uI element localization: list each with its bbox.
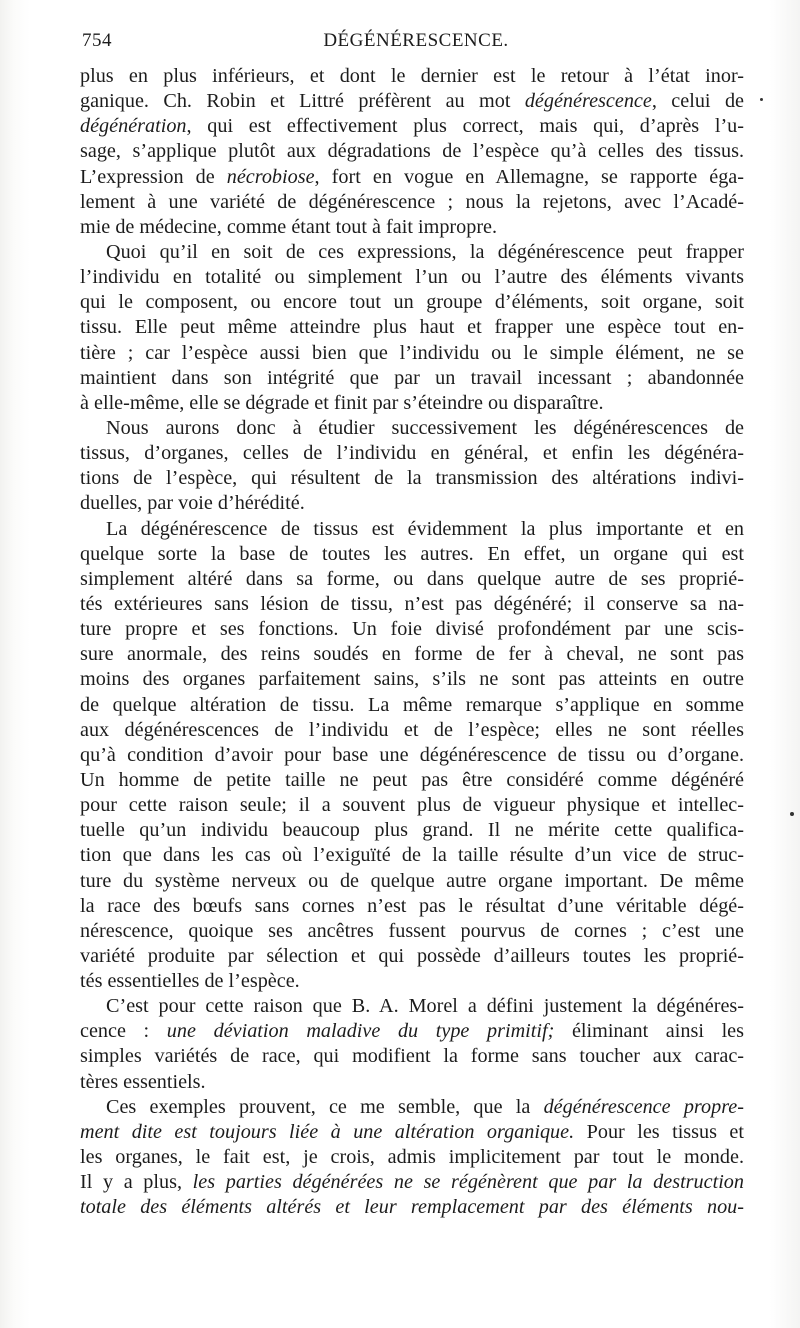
text-line [80,768,744,793]
text-line [80,265,744,290]
text-run: Nous aurons donc à étudier successivement les dégénérescences de [106,416,744,439]
text-line [80,919,744,944]
body-text [80,64,744,1220]
text-line [80,416,744,441]
text-line [80,617,744,642]
text-line [80,843,744,868]
text-line [80,215,744,240]
text-run: La dégénérescence de tissus est évidemment la plus importante et en [106,517,744,540]
text-run: duelles, par voie d’hérédité. [80,492,305,515]
text-run: qui le composent, ou encore tout un groupe d’éléments, soit organe, soit [80,291,744,314]
paragraph [80,517,744,995]
text-line [80,139,744,164]
text-line [80,1019,744,1044]
text-run: ture du système nerveux ou de quelque autre organe important. De même [80,869,744,892]
paragraph [80,64,744,240]
text-run: tière ; car l’espèce aussi bien que l’individu ou le simple élément, ne se [80,341,744,364]
text-line [80,1044,744,1069]
text-run: Pour les tissus et [574,1120,744,1143]
text-line [80,1070,744,1095]
text-run: ture propre et ses fonctions. Un foie divisé profondément par une scis- [80,618,744,641]
text-run: variété produite par sélection et qui possède d’ailleurs toutes les proprié- [80,944,744,967]
print-speck [790,812,794,816]
text-line [80,818,744,843]
text-run: la race des bœufs sans cornes n’est pas le résultat d’une véritable dégé- [80,894,744,917]
page-header [80,30,752,56]
text-line [80,517,744,542]
text-line [80,667,744,692]
text-line [80,567,744,592]
text-line [80,1145,744,1170]
paragraph [80,994,744,1095]
text-line [80,391,744,416]
italic-run: une déviation maladive du type primitif; [166,1020,555,1043]
text-run: tuelle qu’un individu beaucoup plus grand. Il ne mérite cette qualifica- [80,819,744,842]
text-run: maintient dans son intégrité que par un travail incessant ; abandonnée [80,366,744,389]
text-line [80,1170,744,1195]
text-run: éliminant ainsi les [554,1020,744,1043]
text-run: tères essentiels. [80,1070,206,1093]
italic-run: ment dite est toujours liée à une altération organique. [80,1120,575,1143]
text-line [80,793,744,818]
text-run: aux dégénérescences de l’individu et de l’espèce; elles ne sont réelles [80,718,744,741]
print-speck [760,98,763,101]
text-run: l’individu en totalité ou simplement l’un ou l’autre des éléments vivants [80,266,744,289]
text-run: nérescence, quoique ses ancêtres fussent pourvus de cornes ; c’est une [80,919,744,942]
text-run: plus en plus inférieurs, et dont le dernier est le retour à l’état inor- [80,65,744,87]
italic-run: dégénération [80,115,187,138]
text-run: Il y a plus, [80,1171,193,1194]
text-line [80,290,744,315]
text-run: de quelque altération de tissu. La même remarque s’applique en somme [80,693,744,716]
text-line [80,542,744,567]
text-run: simples variétés de race, qui modifient la forme sans toucher aux carac- [80,1045,744,1068]
text-line [80,693,744,718]
text-run: mie de médecine, comme étant tout à fait impropre. [80,215,498,238]
text-run: Quoi qu’il en soit de ces expressions, la dégénérescence peut frapper [106,240,744,263]
text-run: pour cette raison seule; il a souvent plus de vigueur physique et intellec- [80,794,744,817]
text-line [80,743,744,768]
text-run: tissu. Elle peut même atteindre plus haut et frapper une espèce tout en- [80,316,744,339]
text-run: à elle-même, elle se dégrade et finit par s’éteindre ou disparaître. [80,391,604,414]
text-line [80,190,744,215]
text-line [80,718,744,743]
paragraph [80,1095,744,1221]
text-run: moins des organes parfaitement sains, s’ils ne sont pas atteints en outre [80,668,744,691]
text-line [80,894,744,919]
italic-run: totale des éléments altérés et leur remplacement par des éléments nou- [80,1196,744,1219]
paragraph [80,240,744,416]
text-run: tissus, d’organes, celles de l’individu en général, et enfin les dégénéra- [80,442,744,465]
text-line [80,240,744,265]
text-line [80,366,744,391]
text-line [80,994,744,1019]
text-line [80,1195,744,1220]
text-run: , fort en vogue en Allemagne, se rapporte éga- [314,165,744,188]
text-line [80,315,744,340]
text-line [80,869,744,894]
italic-run: dégénérescence propre- [543,1095,744,1118]
text-line [80,1120,744,1145]
text-line [80,944,744,969]
text-run: tions de l’espèce, qui résultent de la transmission des altérations indivi- [80,467,744,490]
text-line [80,114,744,139]
text-run: Un homme de petite taille ne peut pas être considéré comme dégénéré [80,768,744,791]
running-title: DÉGÉNÉRESCENCE. [323,30,509,51]
text-run: Ces exemples prouvent, ce me semble, que la [106,1095,544,1118]
text-line [80,491,744,516]
text-line [80,969,744,994]
text-run: cence : [80,1020,167,1043]
text-run: lement à une variété de dégénérescence ; nous la rejetons, avec l’Acadé- [80,190,744,213]
text-line [80,1095,744,1120]
italic-run: les parties dégénérées ne se régénèrent que par la destruction [192,1171,744,1194]
text-line [80,64,744,89]
text-line [80,165,744,190]
italic-run: nécrobiose [226,165,315,188]
text-line [80,642,744,667]
text-run: sage, s’applique plutôt aux dégradations de l’espèce qu’à celles des tissus. [80,140,744,163]
text-run: tion que dans les cas où l’exiguïté de la taille résulte d’un vice de struc- [80,844,744,867]
text-run: tés extérieures sans lésion de tissu, n’est pas dégénéré; il conserve sa na- [80,592,744,615]
italic-run: dégénérescence [524,90,652,113]
text-run: sure anormale, des reins soudés en forme de fer à cheval, ne sont pas [80,643,744,666]
text-run: , celui de [651,90,744,113]
text-run: simplement altéré dans sa forme, ou dans quelque autre de ses proprié- [80,567,744,590]
text-line [80,592,744,617]
text-run: L’expression de [80,165,227,188]
text-run: les organes, le fait est, je crois, admis implicitement par tout le monde. [80,1146,744,1169]
text-line [80,341,744,366]
text-run: tés essentielles de l’espèce. [80,970,300,993]
text-line [80,466,744,491]
text-run: qu’à condition d’avoir pour base une dégénérescence de tissu ou d’organe. [80,743,744,766]
text-run: quelque sorte la base de toutes les autres. En effet, un organe qui est [80,542,744,565]
text-line [80,89,744,114]
text-run: ganique. Ch. Robin et Littré préfèrent au mot [80,90,525,113]
text-line [80,441,744,466]
text-run: , qui est effectivement plus correct, mais qui, d’après l’u- [186,115,744,138]
paragraph [80,416,744,517]
text-run: C’est pour cette raison que B. A. Morel a défini justement la dégénéres- [106,995,744,1018]
page-number: 754 [82,30,112,51]
